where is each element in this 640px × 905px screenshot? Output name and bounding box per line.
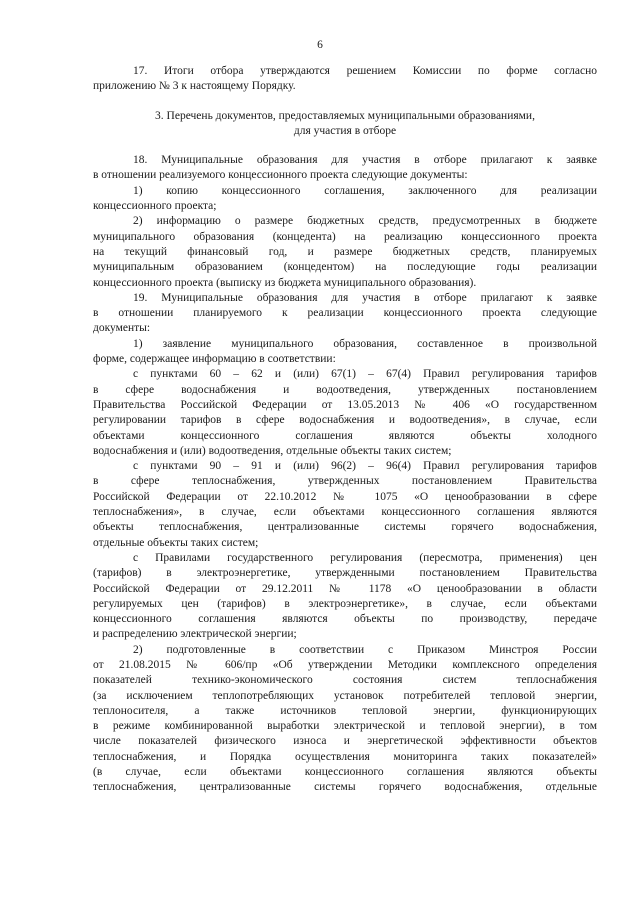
- document-body: [93, 64, 597, 796]
- paragraph: [93, 184, 597, 215]
- text-line: 1) копию концессионного соглашения, заключенного для реализации: [133, 184, 597, 197]
- text-line: от 21.08.2015 № 606/пр «Об утверждении Методики комплексного определения: [93, 658, 597, 671]
- text-line: для участия в отборе: [293, 124, 397, 137]
- text-line: документы:: [93, 322, 151, 335]
- text-line: (тарифов) в электроэнергетике, утвержденными постановлением Правительства: [93, 567, 597, 580]
- text-line: с пунктами 60 – 62 и (или) 67(1) – 67(4) Правил регулирования тарифов: [133, 368, 597, 381]
- text-line: Российской Федерации от 22.10.2012 № 1075 «О ценообразовании в сфере: [93, 490, 597, 503]
- text-line: теплоснабжения, и Порядка осуществления мониторинга таких показателей»: [93, 750, 597, 763]
- text-line: 18. Муниципальные образования для участия в отборе прилагают к заявке: [133, 154, 597, 167]
- paragraph: [93, 459, 597, 551]
- text-line: регулируемых цен (тарифов) в электроэнергетике», в случае, если объектами: [93, 597, 597, 610]
- text-line: концессионного соглашения являются объекты по производству, передаче: [93, 613, 597, 626]
- paragraph: [93, 64, 597, 95]
- text-line: приложению № 3 к настоящему Порядку.: [93, 80, 296, 93]
- text-line: (в случае, если объектами концессионного соглашения являются объекты: [93, 766, 597, 779]
- text-line: теплоснабжения», в случае, если объектами концессионного соглашения являются: [93, 506, 597, 519]
- text-line: числе показателей физического износа и энергетической эффективности объектов: [93, 735, 597, 748]
- text-line: с пунктами 90 – 91 и (или) 96(2) – 96(4) Правил регулирования тарифов: [133, 460, 597, 473]
- text-line: водоснабжения и (или) водоотведения, отдельные объекты таких систем;: [93, 444, 452, 457]
- text-line: форме, содержащее информацию в соответствии:: [93, 353, 336, 366]
- spacer: [93, 95, 597, 109]
- paragraph: [93, 367, 597, 459]
- paragraph: [93, 551, 597, 643]
- spacer: [93, 139, 597, 153]
- text-line: в режиме комбинированной выработки электрической и тепловой энергии), в том: [93, 720, 597, 733]
- text-line: муниципальным образованием (концедентом) на последующие годы реализации: [93, 261, 597, 274]
- text-line: на текущий финансовый год, и размере бюджетных средств, планируемых: [93, 245, 597, 258]
- text-line: концессионного проекта (выписку из бюджета муниципального образования).: [93, 276, 477, 289]
- section-heading: [93, 109, 597, 140]
- page-number: 6: [317, 39, 323, 51]
- text-line: в отношении реализуемого концессионного проекта следующие документы:: [93, 169, 468, 182]
- text-line: объекты теплоснабжения, централизованные системы горячего водоснабжения,: [93, 521, 597, 534]
- paragraph: [93, 643, 597, 796]
- text-line: 1) заявление муниципального образования, составленное в произвольной: [133, 337, 597, 350]
- paragraph: [93, 291, 597, 337]
- text-line: 19. Муниципальные образования для участия в отборе прилагают к заявке: [133, 291, 597, 304]
- text-line: в сфере теплоснабжения, утвержденных постановлением Правительства: [93, 475, 597, 488]
- text-line: в сфере водоснабжения и водоотведения, утвержденных постановлением: [93, 383, 597, 396]
- text-line: (за исключением теплопотребляющих установок потребителей тепловой энергии,: [93, 689, 597, 702]
- text-line: Правительства Российской Федерации от 13.05.2013 № 406 «О государственном: [93, 398, 597, 411]
- paragraph: [93, 153, 597, 184]
- text-line: объектами концессионного соглашения являются объекты холодного: [93, 429, 597, 442]
- text-line: 17. Итоги отбора утверждаются решением Комиссии по форме согласно: [133, 65, 597, 77]
- text-line: показателей технико-экономического состояния систем теплоснабжения: [93, 674, 597, 687]
- text-line: 2) информацию о размере бюджетных средств, предусмотренных в бюджете: [133, 215, 597, 228]
- text-line: муниципального образования (концедента) на реализацию концессионного проекта: [93, 230, 597, 243]
- text-line: концессионного проекта;: [93, 200, 217, 213]
- text-line: теплоносителя, а также источников тепловой энергии, функционирующих: [93, 704, 597, 717]
- text-line: регулировании тарифов в сфере водоснабжения и водоотведения», в случае, если: [93, 414, 597, 427]
- text-line: отдельные объекты таких систем;: [93, 536, 259, 549]
- text-line: 2) подготовленные в соответствии с Приказом Минстроя России: [133, 643, 597, 656]
- text-line: Российской Федерации от 29.12.2011 № 1178 «О ценообразовании в области: [93, 582, 597, 595]
- text-line: в отношении планируемого к реализации концессионного проекта следующие: [93, 307, 597, 320]
- text-line: 3. Перечень документов, предоставляемых муниципальными образованиями,: [155, 109, 535, 122]
- text-line: теплоснабжения, централизованные системы горячего водоснабжения, отдельные: [93, 781, 597, 794]
- paragraph: [93, 337, 597, 368]
- paragraph: [93, 214, 597, 290]
- text-line: с Правилами государственного регулирования (пересмотра, применения) цен: [133, 551, 597, 564]
- text-line: и распределению электрической энергии;: [93, 628, 297, 641]
